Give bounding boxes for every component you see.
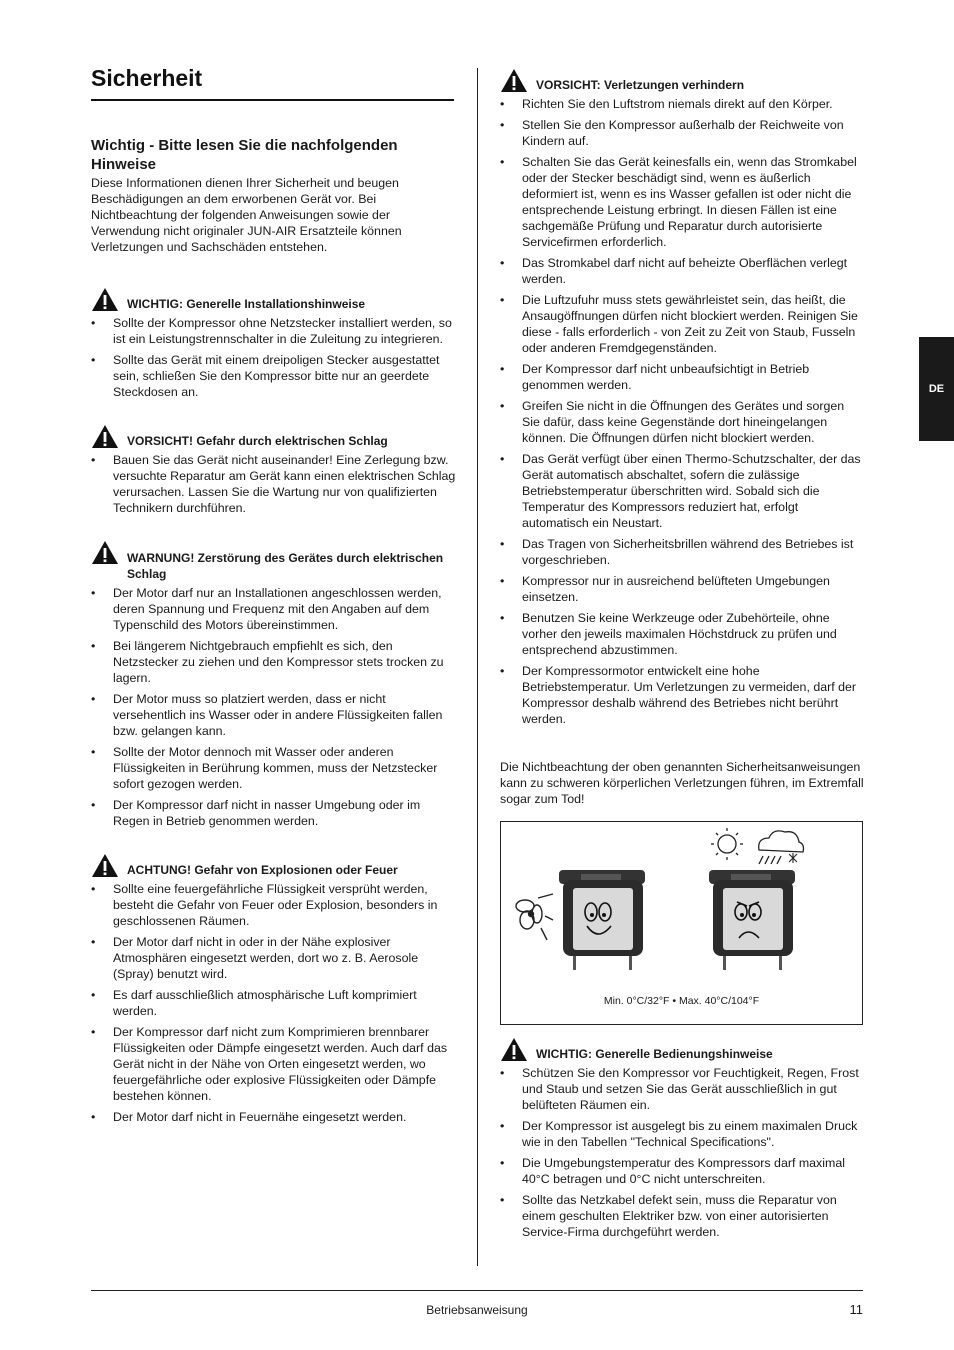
section-title: VORSICHT! Gefahr durch elektrischen Schlag [127, 434, 388, 448]
list-item: • Das Stromkabel darf nicht auf beheizte Oberflächen verlegt werden. [500, 255, 864, 287]
title-rule [91, 99, 454, 101]
footer-rule [91, 1290, 863, 1291]
list-item: • Das Tragen von Sicherheitsbrillen während des Betriebes ist vorgeschrieben. [500, 536, 864, 568]
right-column [500, 68, 864, 1245]
list-item: • Benutzen Sie keine Werkzeuge oder Zubehörteile, ohne vorher den jeweils maximalen Höchstdruck zu prüfen und entsprechend abzustimmen. [500, 610, 864, 658]
column-divider [477, 68, 478, 1266]
happy-compressor-icon [559, 870, 645, 970]
bullet-list [500, 96, 864, 727]
bullet-list [91, 881, 457, 1125]
list-item: • Der Motor darf nicht in Feuernähe eingesetzt werden. [91, 1109, 457, 1125]
bullet-list [91, 315, 457, 400]
figure-caption: Min. 0°C/32°F • Max. 40°C/104°F [603, 995, 760, 1007]
list-item: • Sollte das Gerät mit einem dreipoligen Stecker ausgestattet sein, schließen Sie den Kompressor bitte nur an geerdete Steckdosen an. [91, 352, 457, 400]
section-explosion [91, 853, 457, 1125]
list-item: • Der Motor darf nicht in oder in der Nähe explosiver Atmosphären eingesetzt werden, dort wo z. B. Aerosole (Spray) benutzt wird. [91, 934, 457, 982]
warning-icon [91, 287, 119, 312]
list-item: • Der Motor darf nur an Installationen angeschlossen werden, deren Spannung und Frequenz mit den Angaben auf dem Typenschild des Motors übereinstimmen. [91, 585, 457, 633]
sad-compressor-icon [709, 870, 795, 970]
warning-icon [91, 540, 119, 565]
bullet-list [500, 1065, 864, 1240]
temperature-figure [500, 821, 863, 1025]
list-item: • Die Luftzufuhr muss stets gewährleistet sein, das heißt, die Ansaugöffnungen dürfen nicht blockiert werden. Reinigen Sie diese - falls erforderlich - von Zeit zu Zeit von Staub, Fusseln oder anderen Fremdgegenständen. [500, 292, 864, 356]
list-item: • Der Motor muss so platziert werden, dass er nicht versehentlich ins Wasser oder in andere Flüssigkeiten fallen bzw. gelangen kann. [91, 691, 457, 739]
section-title: WARNUNG! Zerstörung des Gerätes durch elektrischen Schlag [127, 551, 444, 581]
closing-warning-text: Die Nichtbeachtung der oben genannten Sicherheitsanweisungen kann zu schweren körperlichen Verletzungen führen, im Extremfall sogar zum Tod! [500, 760, 864, 806]
warning-icon [91, 853, 119, 878]
list-item: • Sollte der Kompressor ohne Netzstecker installiert werden, so ist ein Leistungstrennschalter in die Zuleitung zu integrieren. [91, 315, 457, 347]
list-item: • Schützen Sie den Kompressor vor Feuchtigkeit, Regen, Frost und Staub und setzen Sie das Gerät ausschließlich in gut belüfteten Räumen ein. [500, 1065, 864, 1113]
list-item: • Es darf ausschließlich atmosphärische Luft komprimiert werden. [91, 987, 457, 1019]
bullet-list [91, 452, 457, 516]
list-item: • Sollte der Motor dennoch mit Wasser oder anderen Flüssigkeiten in Berührung kommen, muss der Netzstecker sofort gezogen werden. [91, 744, 457, 792]
section-title: ACHTUNG! Gefahr von Explosionen oder Feuer [127, 863, 398, 877]
list-item: • Sollte eine feuergefährliche Flüssigkeit versprüht werden, besteht die Gefahr von Feuer oder Explosion, besonders in geschlossenen Räumen. [91, 881, 457, 929]
list-item: • Der Kompressor ist ausgelegt bis zu einem maximalen Druck wie in den Tabellen "Technical Specifications". [500, 1118, 864, 1150]
fan-icon [516, 894, 553, 940]
left-column [91, 136, 457, 1130]
list-item: • Bauen Sie das Gerät nicht auseinander! Eine Zerlegung bzw. versuchte Reparatur am Gerät kann einen elektrischen Schlag verursachen. Lassen Sie die Wartung nur von qualifizierten Technikern durchführen. [91, 452, 457, 516]
section-title: WICHTIG: Generelle Installationshinweise [127, 297, 366, 311]
warning-icon [500, 68, 528, 93]
section-installation [91, 287, 457, 400]
section-title: VORSICHT: Verletzungen verhindern [536, 78, 745, 92]
rain-snow-cloud-icon [759, 831, 804, 864]
intro-text: Diese Informationen dienen Ihrer Sicherheit und beugen Beschädigungen an dem erworbenen Gerät vor. Bei Nichtbeachtung der folgenden Anweisungen sowie der Verwendung nicht originaler JUN-AIR Ersatzteile können Verletzungen und Sachschäden entstehen. [91, 176, 402, 254]
warning-icon [91, 424, 119, 449]
list-item: • Der Kompressor darf nicht zum Komprimieren brennbarer Flüssigkeiten oder Dämpfe eingesetzt werden. Auch darf das Gerät nicht in der Nähe von Orten eingesetzt werden, wo feuergefährliche oder explosive Flüssigkeiten oder Dämpfe bestehen können. [91, 1024, 457, 1104]
section-injury-prevention [500, 68, 864, 727]
intro-heading: Wichtig - Bitte lesen Sie die nachfolgenden Hinweise [91, 137, 398, 173]
bullet-list [91, 585, 457, 829]
footer-label: Betriebsanweisung [426, 1303, 528, 1317]
list-item: • Sollte das Netzkabel defekt sein, muss die Reparatur von einem geschulten Elektriker bzw. von einer autorisierten Service-Firma durchgeführt werden. [500, 1192, 864, 1240]
page-number: 11 [849, 1302, 863, 1317]
list-item: • Das Gerät verfügt über einen Thermo-Schutzschalter, der das Gerät automatisch abschaltet, sofern die zulässige Betriebstemperatur überschritten wird. Sobald sich die Temperatur des Kompressors reduziert hat, erfolgt automatisch ein Neustart. [500, 451, 864, 531]
compressor-illustration [501, 822, 864, 992]
list-item: • Bei längerem Nichtgebrauch empfiehlt es sich, den Netzstecker zu ziehen und den Kompressor stets trocken zu lagern. [91, 638, 457, 686]
list-item: • Der Kompressor darf nicht unbeaufsichtigt in Betrieb genommen werden. [500, 361, 864, 393]
list-item: • Der Kompressor darf nicht in nasser Umgebung oder im Regen in Betrieb genommen werden. [91, 797, 457, 829]
section-operation [500, 1037, 864, 1240]
sun-icon [711, 828, 743, 860]
list-item: • Greifen Sie nicht in die Öffnungen des Gerätes und sorgen Sie dafür, dass keine Gegenstände dort hineingelangen können. Die Öffnungen dürfen nicht blockiert werden. [500, 398, 864, 446]
page-title: Sicherheit [91, 65, 203, 91]
language-tab: DE [919, 337, 954, 441]
warning-icon [500, 1037, 528, 1062]
list-item: • Richten Sie den Luftstrom niemals direkt auf den Körper. [500, 96, 864, 112]
list-item: • Schalten Sie das Gerät keinesfalls ein, wenn das Stromkabel oder der Stecker beschädigt sind, wenn es äußerlich deformiert ist, wenn es ins Wasser gefallen ist oder nicht die entsprechende Leistung erbringt. In diesen Fällen ist eine sachgemäße Prüfung und Reparatur durch autorisierte Servicefirmen erforderlich. [500, 154, 864, 250]
section-device-damage [91, 540, 457, 829]
list-item: • Stellen Sie den Kompressor außerhalb der Reichweite von Kindern auf. [500, 117, 864, 149]
list-item: • Kompressor nur in ausreichend belüfteten Umgebungen einsetzen. [500, 573, 864, 605]
list-item: • Der Kompressormotor entwickelt eine hohe Betriebstemperatur. Um Verletzungen zu vermeiden, darf der Kompressor deshalb während des Betriebes nicht berührt werden. [500, 663, 864, 727]
section-title: WICHTIG: Generelle Bedienungshinweise [536, 1047, 773, 1061]
section-electric-shock [91, 424, 457, 516]
list-item: • Die Umgebungstemperatur des Kompressors darf maximal 40°C betragen und 0°C nicht unterschreiten. [500, 1155, 864, 1187]
